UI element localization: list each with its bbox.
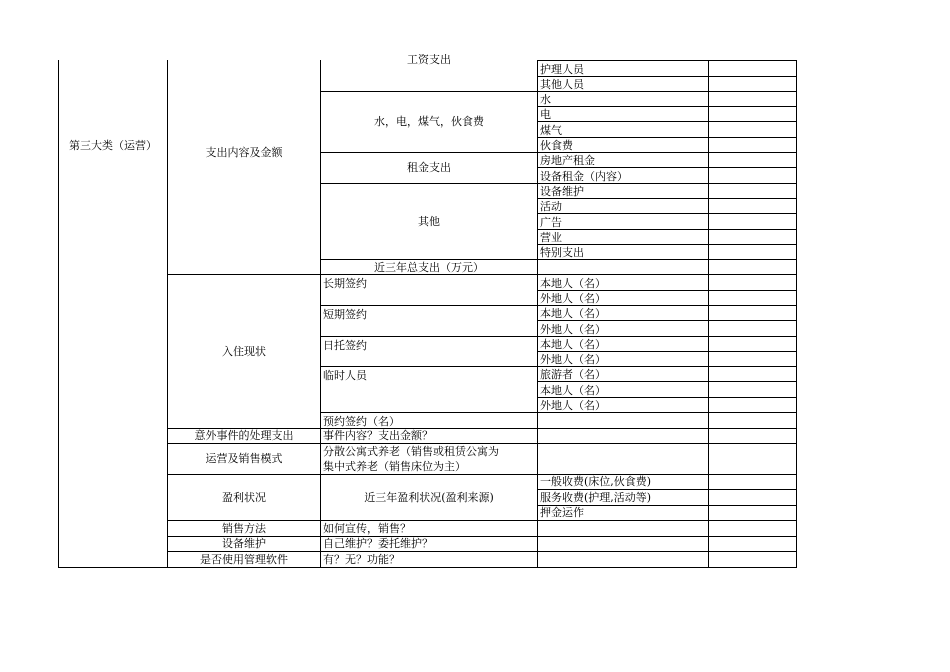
item-equipment-rent: 设备租金（内容） [540,170,628,183]
detail-accident: 事件内容？支出金额？ [323,429,433,442]
people-local: 本地人（名） [540,338,606,351]
group-other: 其他 [418,214,440,228]
people-nonlocal: 外地人（名） [540,353,606,366]
item-equipment-maint: 设备维护 [540,185,584,198]
section-profit: 盈利状况 [222,490,266,504]
fee-service: 服务收费(护理,活动等) [540,490,652,504]
group-utilities: 水，电，煤气，伙食费 [374,115,484,128]
people-nonlocal: 外地人（名） [540,399,606,412]
group-total: 近三年总支出（万元） [374,261,484,274]
category-label: 第三大类（运营） [69,139,157,152]
item-other-staff: 其他人员 [540,78,584,91]
item-electricity: 电 [540,108,551,121]
deposit-operation: 押金运作 [540,506,584,519]
group-wages: 工资支出 [407,54,451,66]
item-water: 水 [540,93,551,106]
occ-day-care: 日托签约 [323,339,367,352]
section-occupancy: 入住现状 [222,344,266,358]
detail-software-question: 有？无？功能？ [323,552,400,566]
occ-reserved: 预约签约（名） [323,415,400,428]
item-real-estate-rent: 房地产租金 [540,154,595,167]
people-nonlocal: 外地人（名） [540,292,606,305]
people-nonlocal: 外地人（名） [540,323,606,336]
item-nursing: 护理人员 [540,63,584,76]
people-tourist: 旅游者（名） [540,368,606,381]
item-activities: 活动 [540,200,562,213]
section-software: 是否使用管理软件 [200,552,288,566]
occ-long-term: 长期签约 [323,277,367,290]
detail-sales-question: 如何宣传，销售？ [323,521,411,535]
people-local: 本地人（名） [540,277,606,290]
detail-profit-source: 近三年盈利状况(盈利来源) [364,490,494,504]
item-business: 营业 [540,231,562,244]
item-special: 特别支出 [540,246,584,259]
occ-temporary: 临时人员 [323,369,367,382]
detail-equipment-question: 自己维护？委托维护？ [323,537,433,550]
section-expenses: 支出内容及金额 [205,145,283,159]
item-advertising: 广告 [540,216,562,229]
detail-ops-line2: 集中式养老（销售床位为主） [323,460,466,473]
people-local: 本地人（名） [540,307,606,320]
people-local: 本地人（名） [540,384,606,397]
detail-ops-line1: 分散公寓式养老（销售或租赁公寓为 [323,445,499,458]
section-equipment: 设备维护 [222,537,266,550]
grid-line [58,567,797,568]
occ-short-term: 短期签约 [323,308,367,321]
section-accident: 意外事件的处理支出 [194,429,294,442]
item-food: 伙食费 [540,139,573,152]
section-sales-method: 销售方法 [222,521,266,535]
fee-general: 一般收费(床位,伙食费) [540,475,652,488]
item-gas: 煤气 [540,124,562,137]
section-ops-sales: 运营及销售模式 [205,452,283,465]
group-rent: 租金支出 [407,161,451,174]
